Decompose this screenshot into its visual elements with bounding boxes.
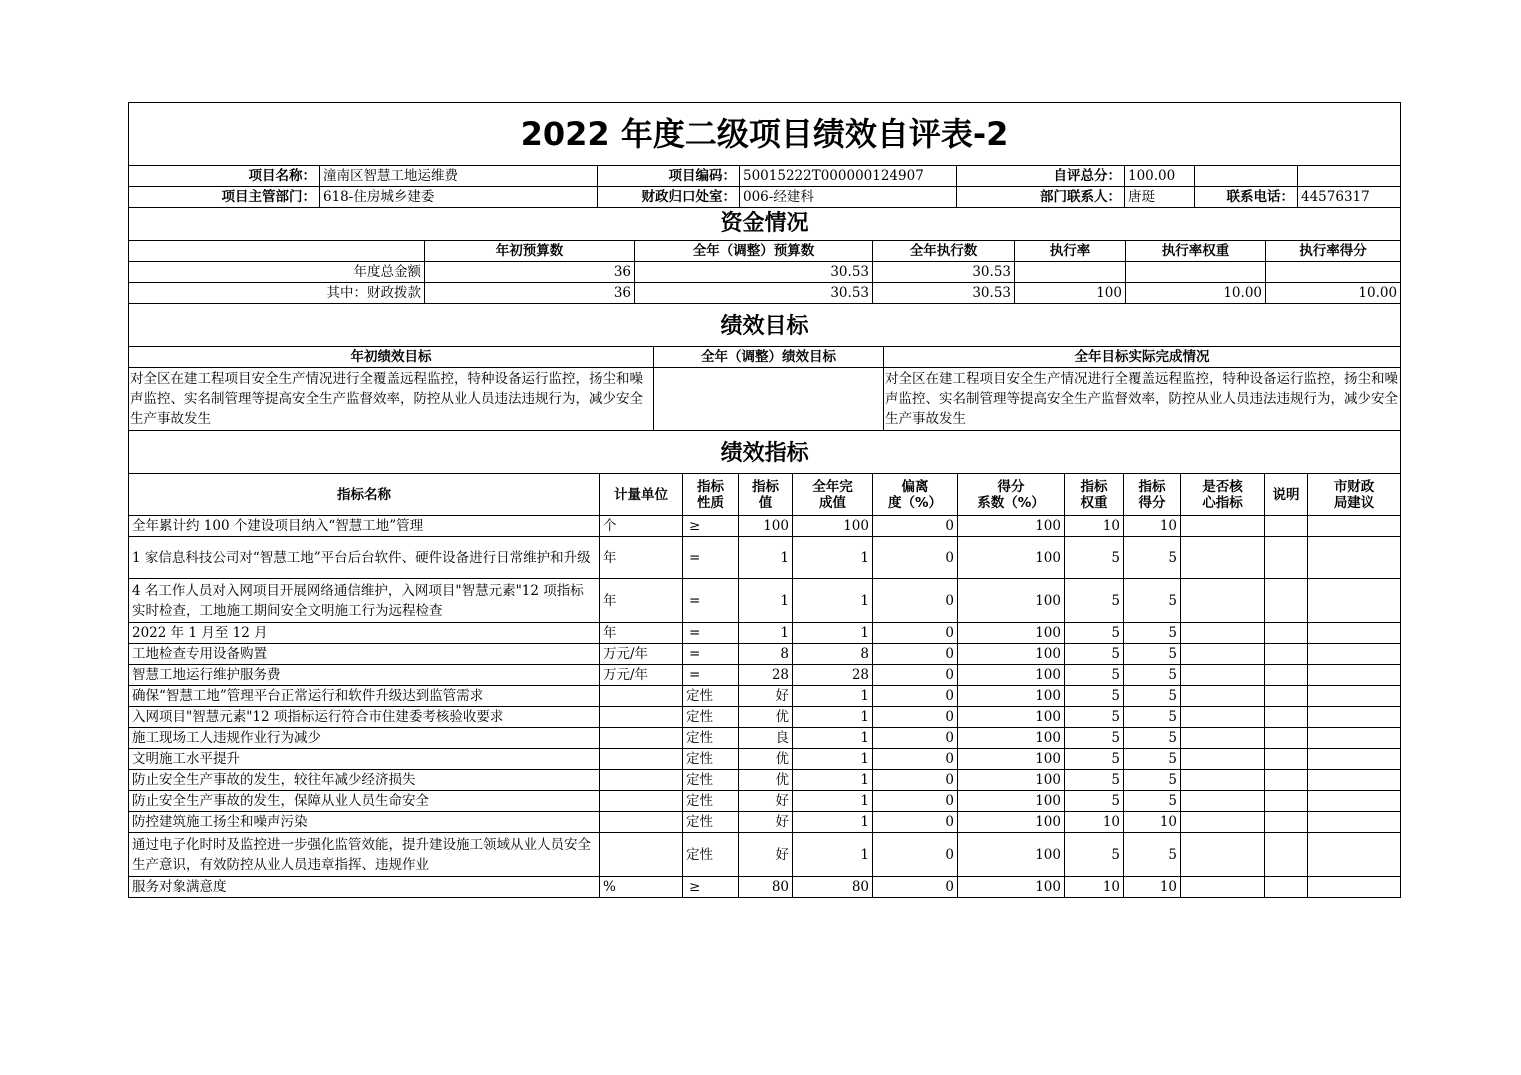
ind-score: 5 — [1124, 770, 1181, 791]
dept: 618-住房城乡建委 — [320, 187, 598, 208]
table-row — [129, 579, 1401, 623]
ind-header-score: 指标 得分 — [1124, 474, 1181, 516]
ind-nature: 定性 — [683, 728, 739, 749]
ind-advice — [1308, 833, 1401, 877]
ind-coefficient: 100 — [958, 665, 1065, 686]
phone: 44576317 — [1298, 187, 1401, 208]
ind-note — [1265, 770, 1308, 791]
ind-core — [1181, 537, 1265, 579]
ind-weight: 5 — [1065, 770, 1124, 791]
ind-name: 防控建筑施工扬尘和噪声污染 — [129, 812, 600, 833]
ind-coefficient: 100 — [958, 770, 1065, 791]
ind-nature: ≥ — [683, 877, 739, 898]
ind-done: 100 — [793, 516, 873, 537]
table-row — [129, 707, 1401, 728]
ind-unit: 年 — [600, 579, 683, 623]
funds-row-label: 年度总金额 — [129, 262, 425, 283]
ind-name: 服务对象满意度 — [129, 877, 600, 898]
ind-score: 10 — [1124, 516, 1181, 537]
ind-done: 1 — [793, 791, 873, 812]
ind-name: 通过电子化时时及监控进一步强化监管效能，提升建设施工领域从业人员安全生产意识，有效防控从业人员违章指挥、违规作业 — [129, 833, 600, 877]
ind-note — [1265, 877, 1308, 898]
ind-value: 80 — [739, 877, 793, 898]
ind-deviation: 0 — [873, 644, 958, 665]
ind-score: 5 — [1124, 833, 1181, 877]
ind-done: 1 — [793, 833, 873, 877]
goals-table — [128, 303, 1401, 431]
table-row — [129, 791, 1401, 812]
ind-weight: 5 — [1065, 665, 1124, 686]
ind-value: 优 — [739, 749, 793, 770]
ind-coefficient: 100 — [958, 516, 1065, 537]
ind-value: 良 — [739, 728, 793, 749]
ind-unit — [600, 812, 683, 833]
ind-header-value: 指标 值 — [739, 474, 793, 516]
funds-header-executed: 全年执行数 — [873, 241, 1015, 262]
ind-name: 全年累计约 100 个建设项目纳入“智慧工地”管理 — [129, 516, 600, 537]
ind-unit — [600, 749, 683, 770]
project-code: 50015222T000000124907 — [740, 166, 957, 187]
ind-value: 28 — [739, 665, 793, 686]
ind-header-name: 指标名称 — [129, 474, 600, 516]
ind-core — [1181, 791, 1265, 812]
dept-label: 项目主管部门： — [129, 187, 320, 208]
ind-value: 1 — [739, 579, 793, 623]
table-row — [129, 770, 1401, 791]
ind-value: 好 — [739, 791, 793, 812]
ind-name: 确保“智慧工地”管理平台正常运行和软件升级达到监管需求 — [129, 686, 600, 707]
funds-section-title: 资金情况 — [129, 208, 1401, 241]
ind-weight: 5 — [1065, 707, 1124, 728]
table-row — [129, 516, 1401, 537]
ind-unit: 万元/年 — [600, 665, 683, 686]
ind-advice — [1308, 665, 1401, 686]
goals-header-initial: 年初绩效目标 — [129, 347, 654, 368]
funds-score: 10.00 — [1266, 283, 1401, 304]
ind-unit — [600, 791, 683, 812]
funds-initial: 36 — [425, 262, 635, 283]
ind-advice — [1308, 877, 1401, 898]
ind-note — [1265, 728, 1308, 749]
funds-row-label: 其中：财政拨款 — [129, 283, 425, 304]
ind-deviation: 0 — [873, 728, 958, 749]
ind-core — [1181, 749, 1265, 770]
ind-done: 1 — [793, 686, 873, 707]
ind-header-advice: 市财政 局建议 — [1308, 474, 1401, 516]
ind-nature: 定性 — [683, 833, 739, 877]
ind-advice — [1308, 770, 1401, 791]
ind-nature: ≥ — [683, 516, 739, 537]
ind-coefficient: 100 — [958, 749, 1065, 770]
ind-coefficient: 100 — [958, 707, 1065, 728]
ind-value: 优 — [739, 770, 793, 791]
score-label: 自评总分： — [957, 166, 1125, 187]
ind-weight: 5 — [1065, 644, 1124, 665]
ind-core — [1181, 644, 1265, 665]
ind-unit: % — [600, 877, 683, 898]
funds-executed: 30.53 — [873, 283, 1015, 304]
ind-coefficient: 100 — [958, 812, 1065, 833]
ind-advice — [1308, 791, 1401, 812]
ind-core — [1181, 665, 1265, 686]
ind-note — [1265, 833, 1308, 877]
table-row — [129, 877, 1401, 898]
funds-weight: 10.00 — [1126, 283, 1266, 304]
ind-unit: 年 — [600, 623, 683, 644]
funds-executed: 30.53 — [873, 262, 1015, 283]
funds-initial: 36 — [425, 283, 635, 304]
ind-name: 1 家信息科技公司对“智慧工地”平台后台软件、硬件设备进行日常维护和升级 — [129, 537, 600, 579]
ind-weight: 5 — [1065, 623, 1124, 644]
ind-name: 施工现场工人违规作业行为减少 — [129, 728, 600, 749]
ind-unit: 万元/年 — [600, 644, 683, 665]
table-row — [129, 728, 1401, 749]
ind-core — [1181, 516, 1265, 537]
table-row — [129, 644, 1401, 665]
ind-advice — [1308, 707, 1401, 728]
ind-core — [1181, 686, 1265, 707]
goals-header-adjusted: 全年（调整）绩效目标 — [654, 347, 884, 368]
ind-done: 28 — [793, 665, 873, 686]
goal-adjusted — [654, 368, 884, 431]
ind-value: 好 — [739, 812, 793, 833]
ind-score: 5 — [1124, 644, 1181, 665]
empty-cell — [1195, 166, 1298, 187]
ind-name: 智慧工地运行维护服务费 — [129, 665, 600, 686]
ind-advice — [1308, 644, 1401, 665]
funds-adjusted: 30.53 — [635, 283, 873, 304]
ind-deviation: 0 — [873, 749, 958, 770]
finance-office: 006-经建科 — [740, 187, 957, 208]
ind-name: 防止安全生产事故的发生，较往年减少经济损失 — [129, 770, 600, 791]
ind-name: 2022 年 1 月至 12 月 — [129, 623, 600, 644]
ind-done: 1 — [793, 770, 873, 791]
ind-header-weight: 指标 权重 — [1065, 474, 1124, 516]
ind-value: 好 — [739, 833, 793, 877]
table-row — [129, 833, 1401, 877]
ind-advice — [1308, 623, 1401, 644]
ind-header-core: 是否核 心指标 — [1181, 474, 1265, 516]
ind-coefficient: 100 — [958, 579, 1065, 623]
ind-deviation: 0 — [873, 516, 958, 537]
funds-adjusted: 30.53 — [635, 262, 873, 283]
indicator-rows — [129, 516, 1401, 898]
ind-done: 1 — [793, 579, 873, 623]
ind-nature: 定性 — [683, 812, 739, 833]
ind-name: 4 名工作人员对入网项目开展网络通信维护，入网项目"智慧元素"12 项指标实时检查，工地施工期间安全文明施工行为远程检查 — [129, 579, 600, 623]
ind-deviation: 0 — [873, 812, 958, 833]
ind-advice — [1308, 579, 1401, 623]
ind-score: 5 — [1124, 707, 1181, 728]
table-row — [129, 623, 1401, 644]
funds-score — [1266, 262, 1401, 283]
ind-header-coef: 得分 系数（%） — [958, 474, 1065, 516]
goals-section-title: 绩效目标 — [129, 304, 1401, 347]
total-score: 100.00 — [1125, 166, 1195, 187]
ind-score: 10 — [1124, 877, 1181, 898]
ind-note — [1265, 537, 1308, 579]
ind-score: 5 — [1124, 749, 1181, 770]
table-row — [129, 749, 1401, 770]
ind-name: 入网项目"智慧元素"12 项指标运行符合市住建委考核验收要求 — [129, 707, 600, 728]
ind-weight: 5 — [1065, 728, 1124, 749]
ind-note — [1265, 665, 1308, 686]
ind-done: 8 — [793, 644, 873, 665]
ind-weight: 5 — [1065, 579, 1124, 623]
ind-score: 5 — [1124, 791, 1181, 812]
ind-coefficient: 100 — [958, 728, 1065, 749]
ind-coefficient: 100 — [958, 537, 1065, 579]
ind-nature: 定性 — [683, 707, 739, 728]
ind-done: 1 — [793, 728, 873, 749]
ind-value: 1 — [739, 623, 793, 644]
ind-nature: = — [683, 579, 739, 623]
ind-coefficient: 100 — [958, 833, 1065, 877]
ind-header-unit: 计量单位 — [600, 474, 683, 516]
ind-score: 10 — [1124, 812, 1181, 833]
ind-unit — [600, 833, 683, 877]
ind-note — [1265, 707, 1308, 728]
project-code-label: 项目编码： — [598, 166, 740, 187]
ind-unit — [600, 707, 683, 728]
contact-person: 唐珽 — [1125, 187, 1195, 208]
table-row — [129, 812, 1401, 833]
funds-header-adjusted: 全年（调整）预算数 — [635, 241, 873, 262]
ind-score: 5 — [1124, 623, 1181, 644]
funds-header-weight: 执行率权重 — [1126, 241, 1266, 262]
funds-header-score: 执行率得分 — [1266, 241, 1401, 262]
ind-unit: 个 — [600, 516, 683, 537]
ind-core — [1181, 707, 1265, 728]
ind-weight: 5 — [1065, 749, 1124, 770]
ind-unit — [600, 770, 683, 791]
page-title: 2022 年度二级项目绩效自评表-2 — [129, 103, 1401, 166]
ind-value: 8 — [739, 644, 793, 665]
ind-nature: 定性 — [683, 770, 739, 791]
ind-advice — [1308, 728, 1401, 749]
ind-weight: 10 — [1065, 516, 1124, 537]
ind-coefficient: 100 — [958, 686, 1065, 707]
goal-initial: 对全区在建工程项目安全生产情况进行全覆盖远程监控，特种设备运行监控，扬尘和噪声监控、实名制管理等提高安全生产监督效率，防控从业人员违法违规行为，减少安全生产事故发生 — [129, 368, 654, 431]
ind-nature: 定性 — [683, 791, 739, 812]
goals-header-actual: 全年目标实际完成情况 — [884, 347, 1401, 368]
project-name: 潼南区智慧工地运维费 — [320, 166, 598, 187]
ind-coefficient: 100 — [958, 644, 1065, 665]
ind-advice — [1308, 749, 1401, 770]
ind-value: 优 — [739, 707, 793, 728]
funds-header-initial: 年初预算数 — [425, 241, 635, 262]
ind-unit — [600, 686, 683, 707]
ind-note — [1265, 516, 1308, 537]
ind-advice — [1308, 812, 1401, 833]
ind-deviation: 0 — [873, 686, 958, 707]
ind-name: 文明施工水平提升 — [129, 749, 600, 770]
ind-deviation: 0 — [873, 791, 958, 812]
ind-note — [1265, 644, 1308, 665]
ind-done: 1 — [793, 707, 873, 728]
ind-core — [1181, 877, 1265, 898]
ind-value: 1 — [739, 537, 793, 579]
finance-label: 财政归口处室： — [598, 187, 740, 208]
ind-core — [1181, 770, 1265, 791]
ind-header-nature: 指标 性质 — [683, 474, 739, 516]
ind-done: 1 — [793, 537, 873, 579]
funds-weight — [1126, 262, 1266, 283]
ind-nature: 定性 — [683, 686, 739, 707]
ind-name: 防止安全生产事故的发生，保障从业人员生命安全 — [129, 791, 600, 812]
funds-rate: 100 — [1015, 283, 1126, 304]
ind-note — [1265, 812, 1308, 833]
ind-nature: = — [683, 665, 739, 686]
ind-header-dev: 偏离 度（%） — [873, 474, 958, 516]
ind-advice — [1308, 516, 1401, 537]
ind-score: 5 — [1124, 665, 1181, 686]
ind-advice — [1308, 686, 1401, 707]
contact-label: 部门联系人： — [957, 187, 1125, 208]
indicators-section-title: 绩效指标 — [129, 431, 1401, 474]
ind-header-note: 说明 — [1265, 474, 1308, 516]
ind-unit: 年 — [600, 537, 683, 579]
ind-deviation: 0 — [873, 623, 958, 644]
ind-note — [1265, 749, 1308, 770]
ind-weight: 5 — [1065, 833, 1124, 877]
ind-weight: 10 — [1065, 812, 1124, 833]
ind-note — [1265, 791, 1308, 812]
ind-note — [1265, 579, 1308, 623]
ind-core — [1181, 812, 1265, 833]
goal-actual: 对全区在建工程项目安全生产情况进行全覆盖远程监控，特种设备运行监控，扬尘和噪声监控、实名制管理等提高安全生产监督效率，防控从业人员违法违规行为，减少安全生产事故发生 — [884, 368, 1401, 431]
table-row — [129, 537, 1401, 579]
ind-header-done: 全年完 成值 — [793, 474, 873, 516]
ind-deviation: 0 — [873, 707, 958, 728]
table-row — [129, 686, 1401, 707]
header-table — [128, 102, 1401, 208]
ind-weight: 5 — [1065, 791, 1124, 812]
empty-cell — [1298, 166, 1401, 187]
ind-score: 5 — [1124, 686, 1181, 707]
ind-coefficient: 100 — [958, 623, 1065, 644]
ind-done: 1 — [793, 812, 873, 833]
funds-rate — [1015, 262, 1126, 283]
ind-coefficient: 100 — [958, 877, 1065, 898]
ind-weight: 5 — [1065, 686, 1124, 707]
ind-deviation: 0 — [873, 833, 958, 877]
ind-deviation: 0 — [873, 770, 958, 791]
ind-nature: = — [683, 623, 739, 644]
ind-unit — [600, 728, 683, 749]
ind-value: 100 — [739, 516, 793, 537]
ind-weight: 5 — [1065, 537, 1124, 579]
empty-cell — [129, 241, 425, 262]
ind-note — [1265, 623, 1308, 644]
ind-deviation: 0 — [873, 665, 958, 686]
funds-table — [128, 207, 1401, 304]
ind-coefficient: 100 — [958, 791, 1065, 812]
indicators-table — [128, 430, 1401, 898]
ind-value: 好 — [739, 686, 793, 707]
ind-advice — [1308, 537, 1401, 579]
ind-score: 5 — [1124, 579, 1181, 623]
ind-deviation: 0 — [873, 877, 958, 898]
ind-done: 1 — [793, 749, 873, 770]
ind-weight: 10 — [1065, 877, 1124, 898]
table-row — [129, 665, 1401, 686]
ind-name: 工地检查专用设备购置 — [129, 644, 600, 665]
ind-done: 80 — [793, 877, 873, 898]
ind-done: 1 — [793, 623, 873, 644]
ind-nature: 定性 — [683, 749, 739, 770]
phone-label: 联系电话： — [1195, 187, 1298, 208]
funds-header-rate: 执行率 — [1015, 241, 1126, 262]
ind-nature: = — [683, 644, 739, 665]
ind-core — [1181, 833, 1265, 877]
ind-deviation: 0 — [873, 579, 958, 623]
evaluation-sheet — [128, 102, 1400, 898]
ind-note — [1265, 686, 1308, 707]
ind-core — [1181, 579, 1265, 623]
ind-score: 5 — [1124, 728, 1181, 749]
ind-core — [1181, 623, 1265, 644]
ind-core — [1181, 728, 1265, 749]
project-name-label: 项目名称： — [129, 166, 320, 187]
ind-deviation: 0 — [873, 537, 958, 579]
ind-nature: = — [683, 537, 739, 579]
ind-score: 5 — [1124, 537, 1181, 579]
